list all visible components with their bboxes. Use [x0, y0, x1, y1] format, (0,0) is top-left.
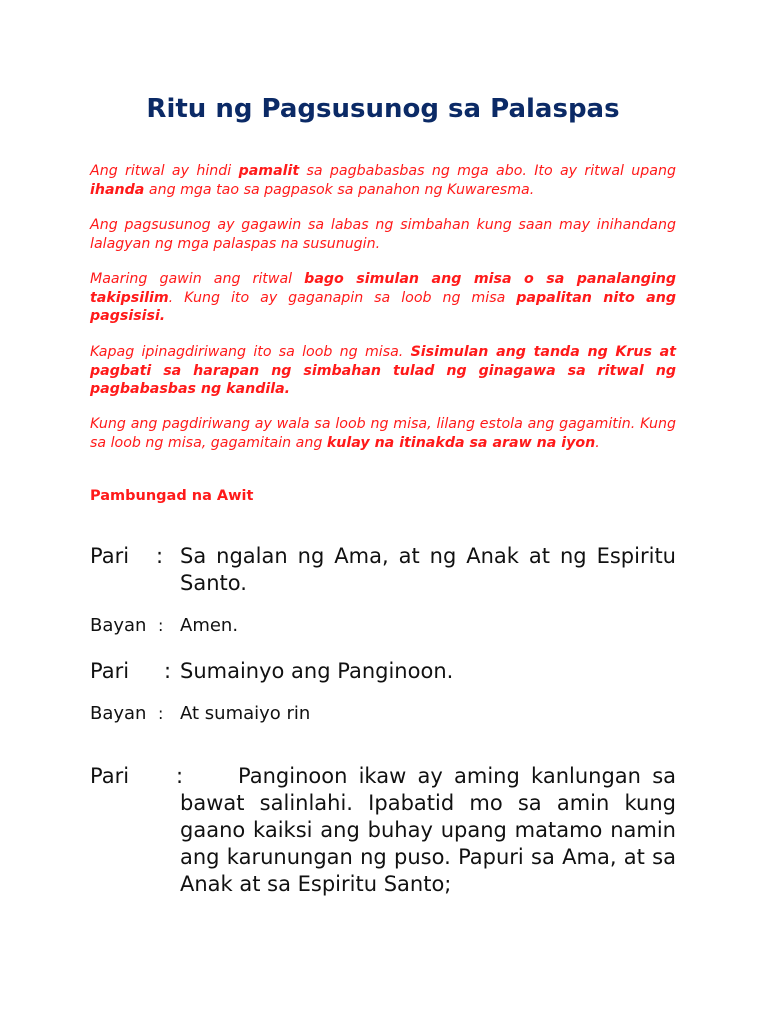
rubric-text: sa pagbabasbas ng mga abo. Ito ay ritwal upang: [299, 163, 676, 179]
speaker-colon: :: [158, 616, 164, 635]
rubric-emphasis: ihanda: [90, 181, 145, 198]
speaker-label: Bayan: [90, 615, 147, 636]
rubric-paragraph-2: [90, 216, 676, 253]
rubric-emphasis: Sisimulan ang tanda ng Krus at pagbati sa harapan ng simbahan tulad ng ginagawa sa ritwal ng pagbabasbas ng kandila.: [90, 344, 677, 397]
rubric-text: ang mga tao sa pagpasok sa panahon ng Kuwaresma.: [144, 181, 535, 198]
rubric-paragraph-4: [90, 343, 676, 399]
speaker-label: Pari: [90, 764, 130, 788]
dialogue-line: [90, 763, 676, 928]
dialogue-line: [90, 702, 676, 728]
dialogue-line: [90, 658, 676, 688]
rubric-paragraph-1: [90, 162, 676, 199]
speaker-colon: :: [164, 659, 172, 683]
rubric-text: Ang pagsusunog ay gagawin sa labas ng simbahan kung saan may inihandang lalagyan ng mga palaspas na susunugin.: [90, 217, 676, 252]
speaker-colon: :: [158, 704, 164, 723]
rubric-emphasis: bago simulan ang misa o sa panalanging takipsilim: [90, 271, 676, 306]
section-heading: Pambungad na Awit: [90, 488, 254, 504]
rubric-emphasis: pamalit: [238, 163, 300, 179]
dialogue-text: Sumainyo ang Panginoon.: [180, 659, 454, 683]
speaker-label: Pari: [90, 544, 130, 568]
dialogue-text: Panginoon ikaw ay aming kanlungan sa bawat salinlahi. Ipabatid mo sa amin kung gaano kaiksi ang buhay upang matamo namin ang karunungan ng puso. Papuri sa Ama, at sa Anak at sa Espiritu Santo;: [180, 764, 676, 896]
speaker-colon: :: [176, 764, 184, 788]
dialogue-line: [90, 614, 676, 640]
dialogue-text: Amen.: [180, 615, 239, 636]
dialogue-text: At sumaiyo rin: [180, 703, 311, 724]
rubric-text: Maaring gawin ang ritwal: [90, 271, 305, 287]
rubric-emphasis: kulay na itinakda sa araw na iyon: [326, 434, 596, 451]
speaker-label: Pari: [90, 659, 130, 683]
rubric-text: Kapag ipinagdiriwang ito sa loob ng misa.: [90, 344, 411, 360]
speaker-colon: :: [156, 544, 164, 568]
rubric-text: Ang ritwal ay hindi: [90, 163, 239, 179]
rubric-emphasis: papalitan nito ang pagsisisi.: [90, 289, 676, 324]
dialogue-line: [90, 543, 676, 603]
rubric-text: Kung ang pagdiriwang ay wala sa loob ng misa, lilang estola ang gagamitin. Kung sa loob ng misa, gagamitain ang: [90, 416, 676, 451]
rubric-text: . Kung ito ay gaganapin sa loob ng misa: [168, 289, 517, 306]
document-title: Ritu ng Pagsusunog sa Palaspas: [146, 94, 620, 124]
speaker-label: Bayan: [90, 703, 147, 724]
rubric-text: .: [595, 434, 600, 451]
rubric-paragraph-5: [90, 415, 676, 452]
rubric-paragraph-3: [90, 270, 676, 326]
dialogue-text: Sa ngalan ng Ama, at ng Anak at ng Espiritu Santo.: [180, 544, 676, 595]
